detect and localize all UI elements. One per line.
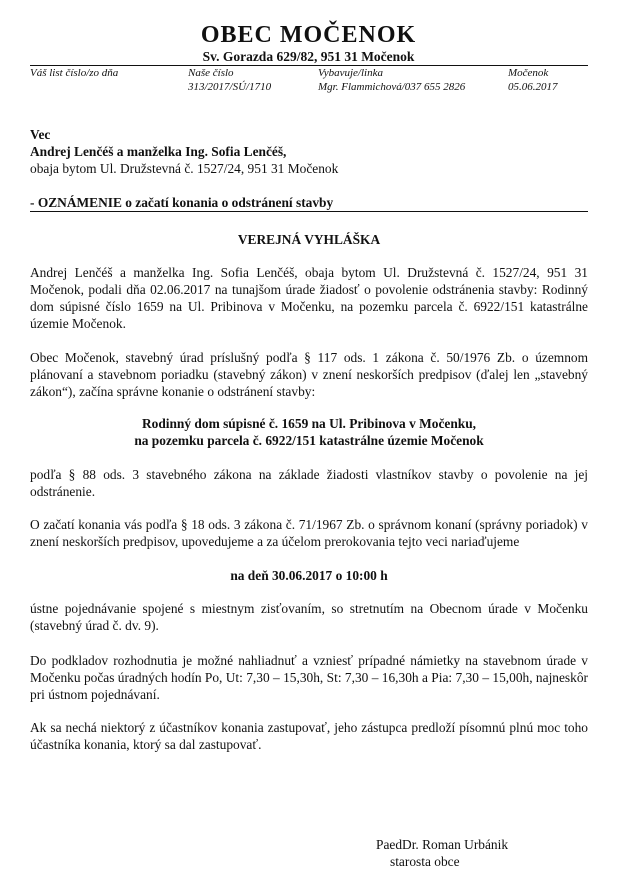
meta-our-number-value: 313/2017/SÚ/1710 xyxy=(188,81,272,93)
building-description xyxy=(30,415,588,449)
recipient-block xyxy=(30,126,588,177)
paragraph-legal-basis: podľa § 88 ods. 3 stavebného zákona na základe žiadosti vlastníkov stavby o povolenie na jej odstránenie. xyxy=(30,467,588,499)
paragraph-office-hours: Do podkladov rozhodnutia je možné nahliadnuť a vzniesť prípadné námietky na stavebnom úrade v Močenku počas úradných hodín Po, Ut: 7,30 – 15,30h, St: 7,30 – 16,30h a Pia: 7,30 – 15,00h, najneskôr pri ústnom pojednávaní. xyxy=(30,653,588,702)
meta-place-label: Močenok xyxy=(508,67,549,79)
signatory-name: PaedDr. Roman Urbánik xyxy=(376,837,509,852)
paragraph-hearing: ústne pojednávanie spojené s miestnym zisťovaním, so stretnutím na Obecnom úrade v Močenku (stavebný úrad č. dv. 9). xyxy=(30,601,588,633)
meta-handled-by-value: Mgr. Flammichová/037 655 2826 xyxy=(318,81,466,93)
municipality-address: Sv. Gorazda 629/82, 951 31 Močenok xyxy=(202,49,415,64)
meta-date-value: 05.06.2017 xyxy=(508,81,558,93)
paragraph-representation: Ak sa nechá niektorý z účastníkov konania zastupovať, jeho zástupca predloží písomnú plnú moc toho účastníka konania, ktorý sa dal zastupovať. xyxy=(30,720,588,752)
meta-our-number-label: Naše číslo xyxy=(188,67,234,79)
header-rule xyxy=(30,65,588,66)
recipient-name: Andrej Lenčéš a manželka Ing. Sofia Lenčéš, xyxy=(30,144,287,159)
hearing-date: na deň 30.06.2017 o 10:00 h xyxy=(230,568,388,583)
paragraph-authority: Obec Močenok, stavebný úrad príslušný podľa § 117 ods. 1 zákona č. 50/1976 Zb. o územnom plánovaní a stavebnom poriadku (stavebný zákon) v znení neskorších predpisov (ďalej len „stavebný zákon“), začína správne konanie o odstránení stavby: xyxy=(30,350,588,399)
building-line-2: na pozemku parcela č. 6922/151 katastrálne územie Močenok xyxy=(134,433,484,448)
meta-handled-by-label: Vybavuje/linka xyxy=(318,67,383,79)
subject-dash: - xyxy=(30,195,38,210)
recipient-address: obaja bytom Ul. Družstevná č. 1527/24, 951 31 Močenok xyxy=(30,161,339,176)
recipient-label: Vec xyxy=(30,127,51,142)
subject-text: o začatí konania o odstránení stavby xyxy=(121,195,334,210)
paragraph-application: Andrej Lenčéš a manželka Ing. Sofia Lenčéš, obaja bytom Ul. Družstevná č. 1527/24, 951 31 Močenok, podali dňa 02.06.2017 na tunajšom úrade žiadosť o povolenie odstránenia stavby: Rodinný dom súpisné číslo 1659 na Ul. Pribinova v Močenku, na pozemku parcela č. 6922/151 katastrálne územie Močenok. xyxy=(30,265,588,331)
subject-keyword: OZNÁMENIE xyxy=(37,195,122,210)
meta-your-letter-label: Váš list číslo/zo dňa xyxy=(30,67,119,79)
public-notice-heading: VEREJNÁ VYHLÁŠKA xyxy=(237,232,381,247)
subject-line xyxy=(30,194,588,211)
paragraph-notification: O začatí konania vás podľa § 18 ods. 3 zákona č. 71/1967 Zb. o správnom konaní (správny poriadok) v znení neskorších predpisov, upovedujeme a za účelom prerokovania tejto veci nariaďujeme xyxy=(30,517,588,549)
municipality-title: OBEC MOČENOK xyxy=(200,22,417,48)
building-line-1: Rodinný dom súpisné č. 1659 na Ul. Pribinova v Močenku, xyxy=(141,416,477,431)
subject-rule xyxy=(30,211,588,212)
signatory-role: starosta obce xyxy=(390,854,460,869)
